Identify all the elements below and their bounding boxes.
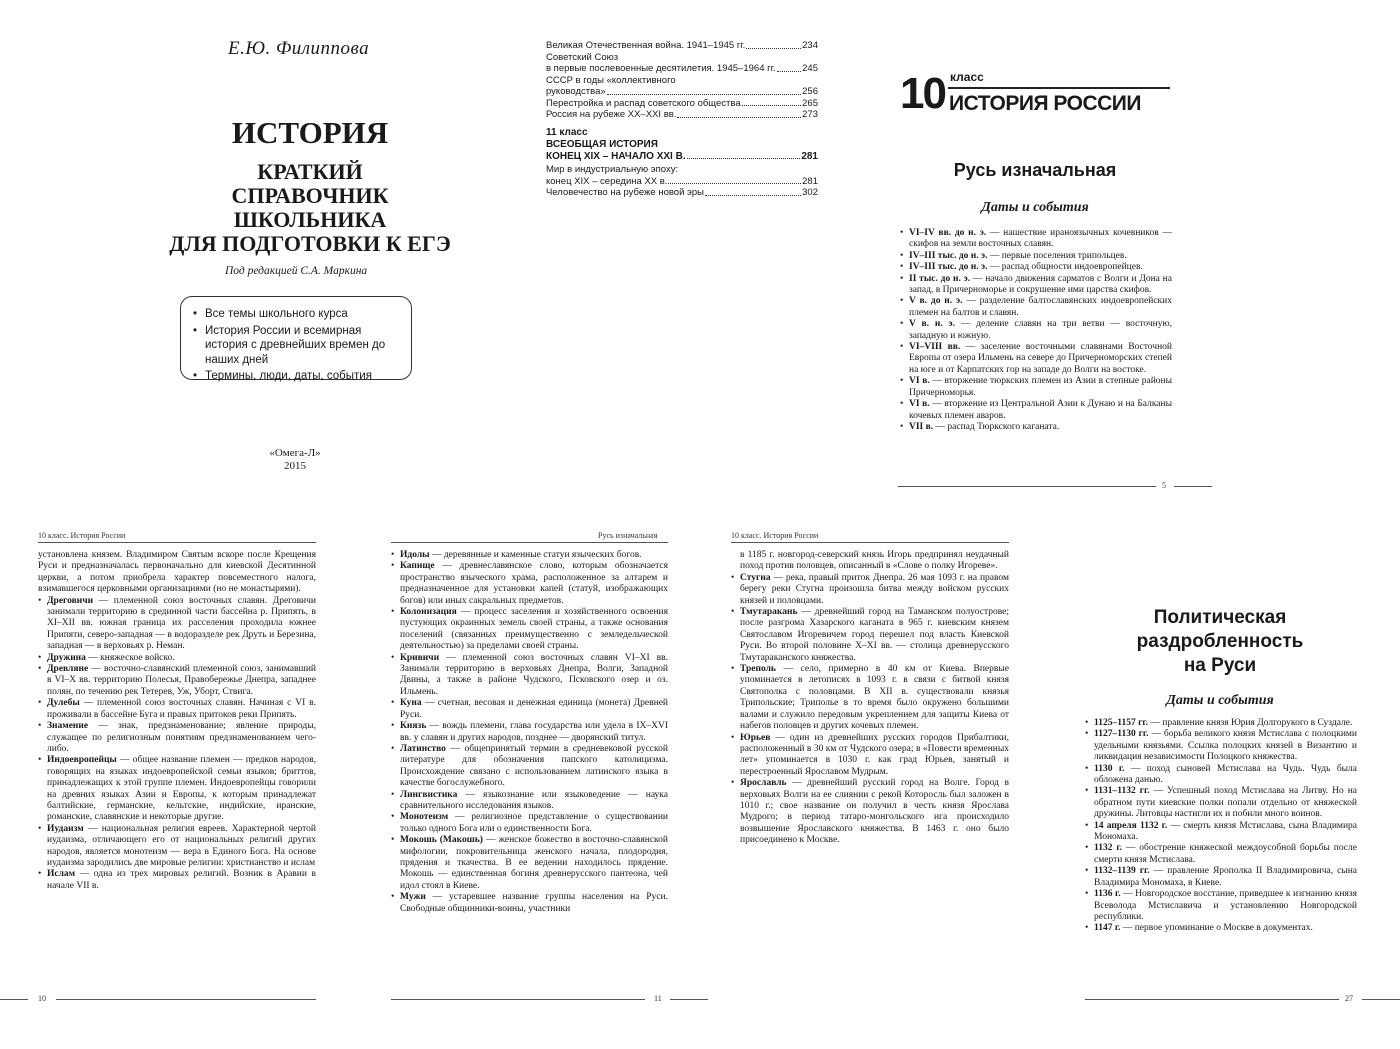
item-term: Дружина (47, 652, 86, 663)
list-item (900, 422, 1172, 433)
glossary-list (731, 573, 1009, 847)
toc-section-subtitle: КОНЕЦ XIX – НАЧАЛО XXI В. (546, 150, 686, 162)
item-term: V в. до н. э. (909, 296, 963, 307)
item-text: — общепринятый термин в средневековой русской литературе для обозначения папского католицизма. Происхождение связано с использованием латинского языка в качестве богослужебного. (400, 743, 668, 789)
list-item (900, 251, 1172, 262)
chapter-subheading: Даты и события (981, 200, 1089, 215)
list-item (731, 733, 1009, 779)
item-term: 1131–1132 гг. (1094, 786, 1150, 797)
item-term: Ислам (47, 869, 76, 880)
toc-entry-page: 245 (802, 63, 818, 74)
subtitle-line: КРАТКИЙ (257, 159, 363, 184)
toc-entry (546, 164, 818, 176)
list-item (900, 274, 1172, 297)
list-item (391, 744, 668, 790)
item-term: Князь (400, 721, 427, 732)
toc-leader-dots (668, 176, 801, 185)
item-term: Колонизация (400, 607, 457, 618)
item-term: Мокошь (Макошь) (400, 835, 483, 846)
item-text: — общее название племен — предков народов, говорящих на языках индоевропейской семьи языков; бриттов, принадлежащих к этой группе племен. Индоевропейцы говорили на древних языках Азии и Европы, к которым принадлежат балтийские, германские, кельтские, индийские, иранские, романские, славянские и некоторые другие. (47, 755, 316, 823)
heading-rule (948, 87, 1170, 89)
item-term: 1127–1130 гг. (1094, 729, 1149, 740)
chapter-title: Русь изначальная (953, 160, 1117, 180)
item-text: — счетная, весовая и денежная единица (монета) Древней Руси. (400, 698, 668, 720)
list-item (1085, 718, 1357, 729)
footer-rule (0, 999, 28, 1000)
item-text: — правление князя Юрия Долгорукого в Суздале. (1148, 718, 1353, 728)
item-term: Стугна (740, 572, 771, 583)
toc-entry-title: Великая Отечественная война. 1941–1945 гг. (546, 40, 746, 51)
item-term: Ярославль (740, 778, 787, 789)
list-item (1085, 786, 1357, 820)
list-item (391, 721, 668, 744)
header-rule (391, 542, 668, 543)
footer-rule (1085, 999, 1339, 1000)
toc-leader-dots (705, 187, 801, 196)
chapter-title-line: раздробленность (1136, 631, 1304, 652)
item-text: — религиозное представление о существовании только одного Бога или о единственности Бога. (400, 812, 668, 834)
item-term: Капище (400, 561, 435, 572)
events-list (1085, 718, 1357, 935)
item-term: VI–IV вв. до н. э. (909, 228, 987, 238)
list-item (38, 698, 316, 721)
item-term: V в. н. э. (909, 319, 955, 330)
list-item (1085, 866, 1357, 889)
toc-entry-page: 281 (802, 175, 818, 187)
toc-entry-title: руководства» (546, 86, 606, 97)
item-text: — национальная религия евреев. Характерной чертой иудаизма, отличающего его от национальных религий других народов, является монотеизм — вера в Единого Бога. На основе иудаизма зародились две мировые религии: христианство и ислам (47, 823, 316, 868)
item-term: Дулебы (47, 698, 80, 709)
item-term: Юрьев (740, 732, 771, 743)
list-item (38, 824, 316, 870)
subtitle-line: СПРАВОЧНИК (231, 183, 389, 208)
subtitle-line: ШКОЛЬНИКА (233, 207, 387, 232)
toc-entry-title: Россия на рубеже XX–XXI вв. (546, 109, 677, 120)
running-head: Русь изначальная (598, 531, 658, 540)
toc-leader-dots (777, 63, 802, 72)
item-term: 14 апреля 1132 г. (1094, 820, 1168, 831)
item-term: Идолы (400, 550, 430, 560)
feature-item: • Термины, люди, даты, события (193, 369, 397, 384)
list-item (1085, 729, 1357, 763)
toc-leader-dots (742, 98, 802, 107)
toc-entry-title: Советский Союз (546, 51, 619, 63)
footer-rule (1174, 486, 1212, 487)
list-item (731, 573, 1009, 607)
item-text: — смерть князя Мстислава, сына Владимира Мономаха. (1094, 820, 1357, 843)
item-term: 1125–1157 гг. (1094, 718, 1149, 728)
item-text: — древнейший русский город на Волге. Город в верховьях Волги на ее слиянии с рекой Которосль был заложен в 1010 г.; свое название он получил в честь князя Ярослава Мудрого; в период татаро-монгольского ига происходило возвышение Ярославского княжества. В 1463 г. оно было присоединено к Москве. (740, 778, 1009, 846)
toc-entry[interactable] (546, 109, 818, 121)
list-item (731, 607, 1009, 664)
grade-word: класс (950, 70, 984, 84)
item-text: — женское божество в восточно-славянской мифологии, покровительница женского начала, плодородия, прядения и ткачества. В ее ведении находилось прядение. Мокошь — единственная богиня древнерусского пантеона, чей идол стоял в Киеве. (400, 835, 668, 891)
list-item (900, 399, 1172, 422)
item-term: Индоевропейцы (47, 755, 117, 766)
item-term: Древляне (47, 664, 89, 675)
header-rule (38, 542, 316, 543)
item-term: IV–III тыс. до н. э. (909, 262, 988, 273)
page-number: 11 (654, 994, 662, 1003)
list-item (731, 778, 1009, 846)
item-term: VII в. (909, 421, 934, 432)
item-term: VI в. (909, 399, 930, 410)
toc-entry[interactable] (546, 63, 818, 75)
list-item (1085, 843, 1357, 866)
list-item (1085, 764, 1357, 787)
item-term: Монотеизм (400, 812, 449, 823)
item-text: — правление Ярополка II Владимировича, сына Владимира Мономаха, в Киеве. (1094, 866, 1357, 888)
list-item (900, 262, 1172, 273)
toc-entry[interactable] (546, 40, 818, 52)
item-text: — село, примерно в 40 км от Киева. Впервые упоминается в летописях в 1093 г. в связи с битвой князя Святополка с половцами. В XII в. существовали князья Трипольские; Триполье в то время было окружено большими валами и служило передовым укреплением для защиты Киева от набегов половцев и других кочевых племен. (740, 664, 1009, 732)
events-list (900, 228, 1172, 433)
list-item (731, 664, 1009, 732)
item-text: — знак, предзнаменование; явление природы, служащее по религиозным понятиям предзнаменованием чего-либо. (47, 721, 316, 754)
item-text: — деревянные и каменные статуи языческих богов. (429, 550, 642, 560)
item-term: VI в. (909, 376, 930, 387)
feature-item: • История России и всемирная история с древнейших времен до наших дней (193, 324, 397, 368)
item-text: — вторжение тюркских племен из Азии в степные районы Причерноморья. (909, 376, 1172, 398)
list-item (38, 721, 316, 755)
item-text: — один из древнейших русских городов Прибалтики, расположенный в 30 км от Чудского озера; в «Повести временных лет» упоминается в 1030 г. как град Юрьев, занятый и перестроенный Ярославом Мудрым. (740, 732, 1009, 777)
toc-entry (546, 52, 818, 64)
chapter-subheading: Даты и события (1166, 693, 1274, 708)
features-box (180, 296, 412, 380)
list-item (391, 812, 668, 835)
glossary-list (38, 596, 316, 893)
intro-paragraph: в 1185 г. новгород-северский князь Игорь предпринял неудачный поход против половцев, описанный в «Слове о полку Игореве». (740, 550, 1009, 572)
list-item (38, 664, 316, 698)
header-rule (731, 542, 1009, 543)
list-item (900, 319, 1172, 342)
item-text: — древнеславянское слово, которым обозначается пространство языческого храма, расположенное за алтарем и предназначенное для установки капей (статуй, изображающих богов) или иных сакральных предметов. (400, 561, 668, 606)
item-term: II тыс. до н. э. (909, 273, 971, 284)
item-text: — деление славян на три ветви — восточную, западную и южную. (909, 319, 1172, 341)
item-text: — языкознание или языковедение — наука сравнительного исследования языков. (400, 789, 668, 811)
toc-section-page: 281 (801, 150, 818, 162)
footer-rule (670, 999, 708, 1000)
item-text: — борьба великого князя Мстислава с полоцкими удельными князьями. Ссылка полоцких князей в Византию и ликвидация независимости Полоцкого княжества. (1094, 729, 1357, 763)
author-name: Е.Ю. Филиппова (228, 38, 370, 59)
toc-entry-title: СССР в годы «коллективного (546, 74, 676, 86)
publisher-info (245, 447, 345, 473)
list-item (1085, 889, 1357, 923)
toc-entry[interactable] (546, 86, 818, 98)
item-text: — устаревшее название группы населения на Руси. Свободные общинники-воины, участники (400, 892, 668, 914)
list-item (900, 376, 1172, 399)
list-item (38, 869, 316, 892)
item-text: — обострение княжеской междоусобной борьбы после смерти князя Мстислава. (1094, 843, 1357, 865)
toc-entry[interactable] (546, 187, 818, 199)
item-text: — вождь племени, глава государства или удела в IX–XVI вв. у славян и других народов, позднее — дворянский титул. (400, 721, 668, 743)
toc-entry-title: в первые послевоенные десятилетия. 1945–1964 гг. (546, 63, 776, 74)
list-item (391, 550, 668, 561)
toc-entry[interactable] (546, 151, 818, 163)
list-item (38, 653, 316, 664)
item-text: — нашествие ираноязычных кочевников — скифов на земли восточных славян. (909, 228, 1172, 250)
list-item (38, 596, 316, 653)
item-term: 1132 г. (1094, 843, 1122, 854)
list-item (391, 653, 668, 699)
item-text: — река, правый приток Днепра. 26 мая 1093 г. на правом берегу реки Стугна произошла битва между войском русских князей и половцами. (740, 572, 1009, 606)
page-number: 27 (1345, 994, 1353, 1003)
toc-entry (546, 75, 818, 87)
item-term: Иудаизм (47, 823, 84, 834)
item-term: Куна (400, 698, 422, 709)
item-text: — распад общности индоевропейцев. (987, 262, 1143, 273)
running-head: 10 класс. История России (38, 531, 126, 540)
publication-year: 2015 (284, 460, 306, 472)
page-number: 10 (38, 994, 46, 1003)
item-term: 1130 г. (1094, 763, 1125, 774)
item-term: IV–III тыс. до н. э. (909, 250, 988, 261)
item-text: — первое упоминание о Москве в документах. (1120, 923, 1313, 934)
item-term: Кривичи (400, 652, 440, 663)
running-head: 10 класс. История России (731, 531, 819, 540)
grade-number: 10 (900, 69, 945, 118)
toc-entry-page: 265 (802, 97, 818, 109)
page-number: 5 (1162, 481, 1166, 490)
toc-entry[interactable] (546, 98, 818, 110)
list-item (391, 607, 668, 653)
item-term: Лингвистика (400, 789, 458, 800)
list-item (391, 790, 668, 813)
list-item (1085, 923, 1357, 934)
item-text: — племенной союз восточных славян VI–XI вв. Занимали территорию в верховьях Днепра, Волги, Западной Двины, а также в районе Чудского, Псковского озер и оз. Ильмень. (400, 652, 668, 697)
item-term: 1132–1139 гг. (1094, 866, 1150, 877)
item-text: — одна из трех мировых религий. Возник в Аравии в начале VII в. (47, 869, 316, 891)
feature-item: • Все темы школьного курса (193, 307, 397, 322)
list-item (391, 835, 668, 892)
book-title: ИСТОРИЯ (231, 115, 389, 150)
publisher-name: «Омега-Л» (269, 447, 321, 459)
item-term: 1136 г. (1094, 889, 1121, 900)
toc-entry-title: конец XIX – середина XX в. (546, 175, 668, 187)
list-item (391, 698, 668, 721)
section-heading: ИСТОРИЯ РОССИИ (949, 92, 1141, 115)
item-term: Мужи (400, 892, 426, 903)
item-text: — Успешный поход Мстислава на Литву. Но на обратном пути киевские полки попали отдельно от княжеской дружины. Литовцы настигли их и побили много воинов. (1094, 786, 1357, 820)
toc-entry-title: Человечество на рубеже новой эры (546, 187, 704, 198)
footer-rule (391, 999, 645, 1000)
page-10-body (38, 550, 316, 892)
toc-entry-page: 234 (802, 40, 818, 51)
item-term: 1147 г. (1094, 923, 1121, 934)
item-text: — начало движения сарматов с Волги и Дона на запад, в Причерноморье и сокрушение ими царства скифов. (909, 273, 1172, 296)
item-term: Знамение (47, 721, 89, 732)
chapter-title (1085, 606, 1355, 678)
toc-leader-dots (746, 40, 801, 49)
editor-credit: Под редакцией С.А. Маркина (225, 265, 368, 277)
chapter-title-line: Политическая (1153, 607, 1287, 628)
item-term: Треполь (740, 664, 776, 675)
glossary-list (391, 550, 668, 915)
list-item (900, 342, 1172, 376)
item-text: — разделение балтославянских индоевропейских племен на балтов и славян. (909, 296, 1172, 318)
footer-rule (1362, 999, 1400, 1000)
toc-entry-title: Перестройка и распад советского общества (546, 97, 741, 109)
item-text: — племенной союз восточных славян. Дреговичи занимали территорию в срединной части бассейна р. Припять, в XI–XII вв. южная граница их расселения проходила южнее Припяти, северо-западная — в водоразделе рек Друть и Березина, западная — в верховьях р. Неман. (47, 595, 316, 652)
item-text: — древнейший город на Таманском полуострове; после разгрома Хазарского каганата в 965 г. киевским князем Святославом Игоревичем город перешел под власть Киевской Руси. Во второй половине X–XI вв. — столица древнерусского Тмутараканского княжества. (740, 607, 1009, 663)
toc-class11: 11 класс (546, 126, 588, 138)
toc-entry[interactable] (546, 176, 818, 188)
item-text: — княжеское войско. (85, 652, 175, 663)
toc-entry-page: 256 (802, 86, 818, 97)
toc-entry-page: 273 (802, 109, 818, 120)
list-item (900, 228, 1172, 251)
item-text: — заселение восточными славянами Восточной Европы от озера Ильмень на севере до Причерноморских степей на юге и от Карпатских гор на западе до Волги на востоке. (909, 342, 1172, 375)
toc-leader-dots (607, 86, 802, 95)
item-text: — племенной союз восточных славян. Начиная с VI в. проживали в бассейне Буга и правых притоков реки Припять. (47, 698, 316, 720)
item-term: Тмутаракань (740, 607, 798, 618)
list-item (391, 892, 668, 915)
item-term: VI–VIII вв. (909, 342, 961, 353)
item-text: — процесс заселения и хозяйственного освоения пустующих окраинных земель своей страны, а также основания поселений (связанных преимущественно с земледельческой деятельностью) за пределами своей страны. (400, 607, 668, 652)
toc-entry-page: 302 (802, 187, 818, 198)
list-item (900, 296, 1172, 319)
chapter-title-line: на Руси (1183, 655, 1257, 676)
item-term: Дреговичи (47, 595, 94, 606)
item-text: — первые поселения трипольцев. (987, 250, 1127, 261)
footer-rule (898, 486, 1156, 487)
intro-paragraph: установлена князем. Владимиром Святым вскоре после Крещения Руси и предназначалась первоначально для киевской Десятинной церкви, а потом приобрела характер повсеместного налога, взимавшегося церковными организациями (но не монастырями). (38, 550, 316, 595)
book-subtitle (140, 160, 480, 256)
list-item (38, 755, 316, 823)
item-text: — вторжение из Центральной Азии к Дунаю и на Балканы кочевых племен аваров. (909, 399, 1172, 421)
list-item (1085, 821, 1357, 844)
toc-leader-dots (677, 109, 801, 118)
subtitle-line: ДЛЯ ПОДГОТОВКИ К ЕГЭ (169, 231, 451, 256)
footer-rule (56, 999, 316, 1000)
item-term: Латинство (400, 743, 446, 754)
toc-entry-title: Мир в индустриальную эпоху: (546, 164, 679, 175)
item-text: — Новгородское восстание, приведшее к изгнанию князя Всеволода Мстиславича и установлению Новгородской республики. (1094, 889, 1357, 922)
toc-section-title: ВСЕОБЩАЯ ИСТОРИЯ (546, 138, 658, 150)
page-26-body (731, 550, 1009, 847)
item-text: — распад Тюркского каганата. (933, 421, 1060, 432)
item-text: — восточно-славянский племенной союз, занимавший в VI–X вв. территорию Полесья, Правобережье Днепра, западнее полян, по течению рек Тетерев, Уж, Уборт, Ствига. (47, 664, 316, 697)
table-of-contents (546, 40, 818, 199)
list-item (391, 561, 668, 607)
item-text: — поход сыновей Мстислава на Чудь. Чудь была обложена данью. (1094, 763, 1357, 786)
